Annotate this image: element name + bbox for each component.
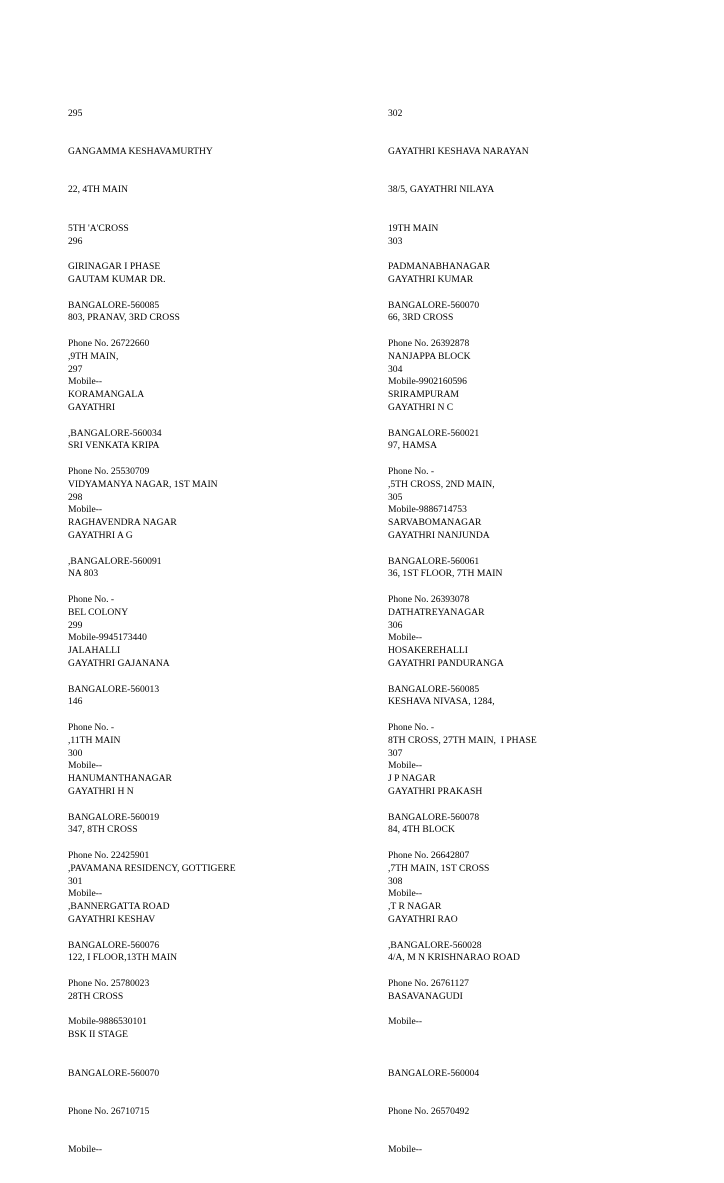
entry-address-line: 8TH CROSS, 27TH MAIN, I PHASE bbox=[388, 734, 537, 746]
entry-number: 295 bbox=[68, 107, 83, 119]
entry-name: GAYATHRI KESHAVA NARAYAN bbox=[388, 145, 529, 157]
entry-address-line: 22, 4TH MAIN bbox=[68, 184, 128, 196]
entry-number: 305 bbox=[388, 491, 403, 503]
entry-number: 298 bbox=[68, 491, 83, 503]
entry-name: GAYATHRI A G bbox=[68, 529, 133, 541]
entry-address-line: ,11TH MAIN bbox=[68, 734, 121, 746]
entry-mobile: Mobile-9945173440 bbox=[68, 632, 147, 644]
entry-address-line: ,7TH MAIN, 1ST CROSS bbox=[388, 862, 490, 874]
entry-address-line: SRIRAMPURAM bbox=[388, 389, 459, 401]
entry-phone: Phone No. 25780023 bbox=[68, 977, 150, 989]
entry-number: 296 bbox=[68, 235, 83, 247]
entry-address-line: DATHATREYANAGAR bbox=[388, 606, 485, 618]
entry-name: GANGAMMA KESHAVAMURTHY bbox=[68, 145, 213, 157]
entry-address-line: ,9TH MAIN, bbox=[68, 350, 119, 362]
entry-address-line: NA 803 bbox=[68, 568, 99, 580]
entry-phone: Phone No. 26722660 bbox=[68, 337, 150, 349]
entry-city-pin: BANGALORE-560070 bbox=[388, 299, 480, 311]
entry-address-line: ,T R NAGAR bbox=[388, 901, 442, 913]
entry-number: 308 bbox=[388, 875, 403, 887]
entry-phone: Phone No. 26393078 bbox=[388, 593, 470, 605]
entry-address-line: 66, 3RD CROSS bbox=[388, 312, 454, 324]
entry-mobile: Mobile-- bbox=[68, 504, 103, 516]
entry-number: 302 bbox=[388, 107, 403, 119]
entry-phone: Phone No. 26761127 bbox=[388, 977, 469, 989]
entry-number: 307 bbox=[388, 747, 403, 759]
entry-phone: Phone No. - bbox=[68, 593, 115, 605]
entry-name: GAYATHRI NANJUNDA bbox=[388, 529, 490, 541]
entry-address-line: SRI VENKATA KRIPA bbox=[68, 440, 160, 452]
entry-address-line: PADMANABHANAGAR bbox=[388, 261, 490, 273]
entry-address-line: 28TH CROSS bbox=[68, 990, 124, 1002]
entry-address-line: 36, 1ST FLOOR, 7TH MAIN bbox=[388, 568, 503, 580]
entry-phone: Phone No. 22425901 bbox=[68, 849, 150, 861]
entry-name: GAYATHRI H N bbox=[68, 785, 134, 797]
entry-name: GAYATHRI RAO bbox=[388, 913, 458, 925]
entry-address-line: VIDYAMANYA NAGAR, 1ST MAIN bbox=[68, 478, 218, 490]
entry-city-pin: BANGALORE-560076 bbox=[68, 939, 160, 951]
entry-address-line: 97, HAMSA bbox=[388, 440, 438, 452]
entry-address-line: 146 bbox=[68, 696, 83, 708]
entry-name: GAUTAM KUMAR DR. bbox=[68, 273, 166, 285]
entry-address-line: JALAHALLI bbox=[68, 645, 121, 657]
entry-city-pin: ,BANGALORE-560034 bbox=[68, 427, 162, 439]
entry-address-line: NANJAPPA BLOCK bbox=[388, 350, 471, 362]
entry-mobile: Mobile-- bbox=[68, 1144, 103, 1156]
entry-mobile: Mobile-- bbox=[388, 760, 423, 772]
entry-address-line: KESHAVA NIVASA, 1284, bbox=[388, 696, 495, 708]
entry-address-line: J P NAGAR bbox=[388, 773, 436, 785]
entry-phone: Phone No. 25530709 bbox=[68, 465, 150, 477]
entry-address-line: 5TH 'A'CROSS bbox=[68, 222, 129, 234]
entry-address-line: 38/5, GAYATHRI NILAYA bbox=[388, 184, 495, 196]
entry-address-line: SARVABOMANAGAR bbox=[388, 517, 482, 529]
entry-number: 297 bbox=[68, 363, 83, 375]
entry-number: 306 bbox=[388, 619, 403, 631]
entry-mobile: Mobile-- bbox=[388, 1016, 423, 1028]
entry-mobile: Mobile-- bbox=[68, 888, 103, 900]
entry-number: 300 bbox=[68, 747, 83, 759]
entry-address-line: BSK II STAGE bbox=[68, 1029, 128, 1041]
entry-name: GAYATHRI PANDURANGA bbox=[388, 657, 504, 669]
entry-phone: Phone No. 26392878 bbox=[388, 337, 470, 349]
entry-city-pin: BANGALORE-560078 bbox=[388, 811, 480, 823]
entry-address-line: 122, I FLOOR,13TH MAIN bbox=[68, 952, 177, 964]
entry-address-line: 4/A, M N KRISHNARAO ROAD bbox=[388, 952, 520, 964]
entry-address-line: 84, 4TH BLOCK bbox=[388, 824, 455, 836]
entry-mobile: Mobile-- bbox=[68, 376, 103, 388]
entry-city-pin: BANGALORE-560085 bbox=[68, 299, 160, 311]
entry-address-line: 803, PRANAV, 3RD CROSS bbox=[68, 312, 180, 324]
entry-city-pin: ,BANGALORE-560091 bbox=[68, 555, 162, 567]
entry-address-line: 347, 8TH CROSS bbox=[68, 824, 138, 836]
entry-phone: Phone No. - bbox=[68, 721, 115, 733]
entry-name: GAYATHRI bbox=[68, 401, 116, 413]
entry-mobile: Mobile-9886714753 bbox=[388, 504, 467, 516]
entry-number: 304 bbox=[388, 363, 403, 375]
entry-address-line: GIRINAGAR I PHASE bbox=[68, 261, 161, 273]
entry-name: GAYATHRI N C bbox=[388, 401, 454, 413]
entry-address-line: HOSAKEREHALLI bbox=[388, 645, 468, 657]
entry-name: GAYATHRI KUMAR bbox=[388, 273, 474, 285]
right-column bbox=[388, 82, 688, 1156]
entry-name: GAYATHRI PRAKASH bbox=[388, 785, 483, 797]
entry-address-line: ,5TH CROSS, 2ND MAIN, bbox=[388, 478, 495, 490]
entry-address-line: KORAMANGALA bbox=[68, 389, 145, 401]
entry-phone: Phone No. 26710715 bbox=[68, 1105, 150, 1117]
entry-address-line: RAGHAVENDRA NAGAR bbox=[68, 517, 177, 529]
entry-mobile: Mobile-9902160596 bbox=[388, 376, 467, 388]
entry-city-pin: BANGALORE-560004 bbox=[388, 1067, 480, 1079]
entry-address-line: HANUMANTHANAGAR bbox=[68, 773, 172, 785]
entry-mobile: Mobile-- bbox=[388, 1144, 423, 1156]
entry-name: GAYATHRI GAJANANA bbox=[68, 657, 170, 669]
entry-city-pin: BANGALORE-560061 bbox=[388, 555, 480, 567]
entry-mobile: Mobile-- bbox=[68, 760, 103, 772]
entry-mobile: Mobile-9886530101 bbox=[68, 1016, 147, 1028]
entry-phone: Phone No. - bbox=[388, 465, 435, 477]
entry-number: 299 bbox=[68, 619, 83, 631]
entry-phone: Phone No. 26570492 bbox=[388, 1105, 470, 1117]
entry-city-pin: BANGALORE-560070 bbox=[68, 1067, 160, 1079]
entry-mobile: Mobile-- bbox=[388, 888, 423, 900]
entry-phone: Phone No. - bbox=[388, 721, 435, 733]
entry-address-line bbox=[388, 1029, 688, 1042]
entry-number: 301 bbox=[68, 875, 83, 887]
entry-city-pin: BANGALORE-560019 bbox=[68, 811, 160, 823]
entry-address-line: ,PAVAMANA RESIDENCY, GOTTIGERE bbox=[68, 862, 236, 874]
entry-address-line: 19TH MAIN bbox=[388, 222, 439, 234]
entry-name: GAYATHRI KESHAV bbox=[68, 913, 156, 925]
left-column bbox=[68, 82, 368, 1156]
entry-city-pin: BANGALORE-560013 bbox=[68, 683, 160, 695]
entry-phone: Phone No. 26642807 bbox=[388, 849, 470, 861]
entry-city-pin: BANGALORE-560021 bbox=[388, 427, 480, 439]
entry-address-line: ,BANNERGATTA ROAD bbox=[68, 901, 170, 913]
entry-address-line: BEL COLONY bbox=[68, 606, 129, 618]
entry-address-line: BASAVANAGUDI bbox=[388, 990, 463, 1002]
entry-mobile: Mobile-- bbox=[388, 632, 423, 644]
entry-city-pin: BANGALORE-560085 bbox=[388, 683, 480, 695]
entry-number: 303 bbox=[388, 235, 403, 247]
entry-city-pin: ,BANGALORE-560028 bbox=[388, 939, 482, 951]
